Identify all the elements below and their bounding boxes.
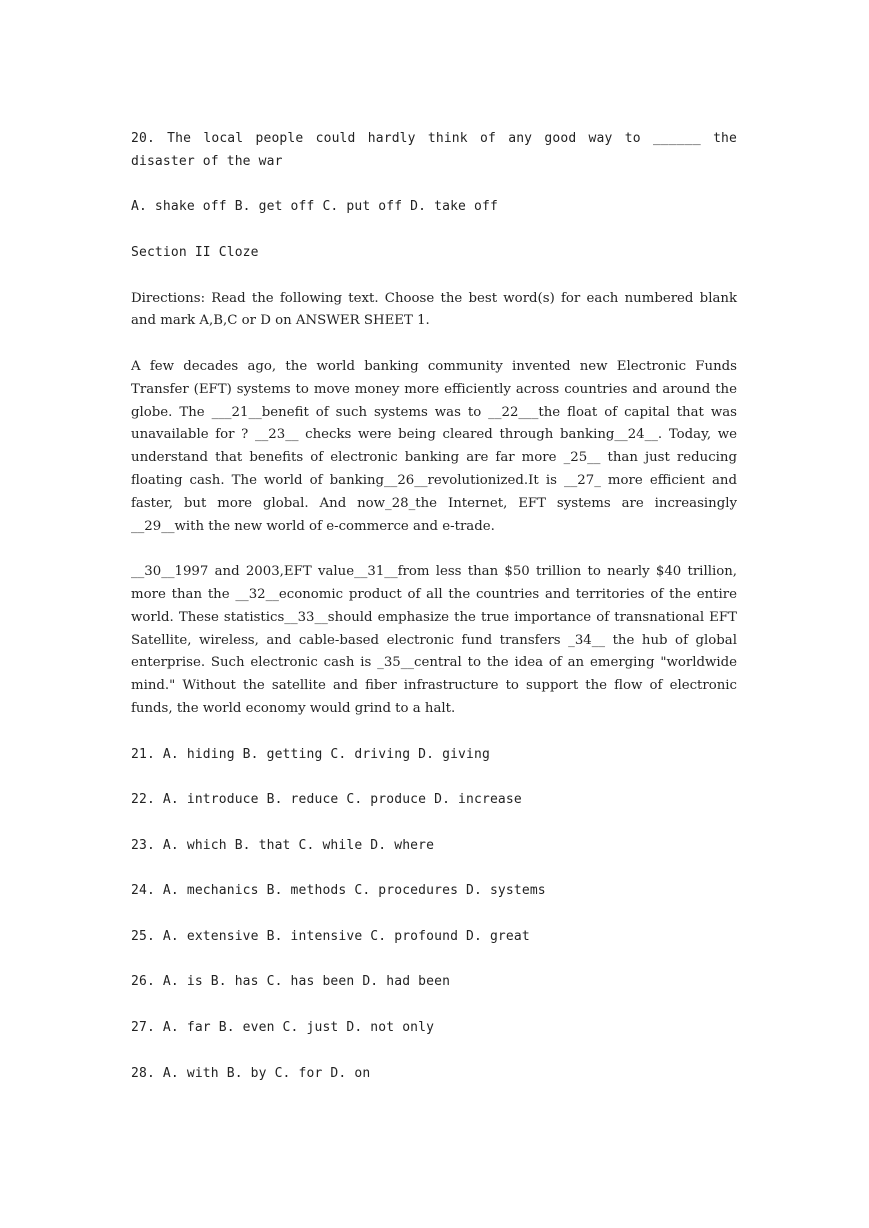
- answer-option-27: 27. A. far B. even C. just D. not only: [131, 1020, 435, 1036]
- question-20-stem: 20. The local people could hardly think of any good way to ______ the disaster of the war: [131, 131, 737, 169]
- answer-option-28: 28. A. with B. by C. for D. on: [131, 1065, 371, 1081]
- section-title: Section II Cloze: [131, 244, 259, 260]
- passage-paragraph-1: A few decades ago, the world banking community invented new Electronic Funds Transfer (EFT) systems to move money more efficiently across countries and around the globe. The ___21__benefit of such systems was to __22___the float of capital that was unavailable for ? __23__ checks were being cleared through banking__24__. Today, we understand that benefits of electronic banking are far more _25__ than just reducing floating cash. The world of banking__26__revolutionized.It is __27_ more efficient and faster, but more global. And now_28_the Internet, EFT systems are increasingly __29__with the new world of e-commerce and e-trade.: [131, 358, 737, 534]
- section-directions: Directions: Read the following text. Choose the best word(s) for each numbered blank and mark A,B,C or D on ANSWER SHEET 1.: [131, 290, 737, 329]
- answer-option-25: 25. A. extensive B. intensive C. profound D. great: [131, 928, 530, 944]
- answer-option-24: 24. A. mechanics B. methods C. procedures D. systems: [131, 883, 546, 899]
- answer-option-22: 22. A. introduce B. reduce C. produce D. increase: [131, 792, 522, 808]
- answer-option-26: 26. A. is B. has C. has been D. had been: [131, 974, 451, 990]
- answer-option-21: 21. A. hiding B. getting C. driving D. giving: [131, 746, 490, 762]
- document-page: [131, 128, 737, 1108]
- answer-option-23: 23. A. which B. that C. while D. where: [131, 837, 435, 853]
- question-20-options: A. shake off B. get off C. put off D. take off: [131, 199, 498, 215]
- passage-paragraph-2: __30__1997 and 2003,EFT value__31__from less than $50 trillion to nearly $40 trillion, more than the __32__economic product of all the countries and territories of the entire world. These statistics__33__should emphasize the true importance of transnational EFT Satellite, wireless, and cable-based electronic fund transfers _34__ the hub of global enterprise. Such electronic cash is _35__central to the idea of an emerging "worldwide mind." Without the satellite and fiber infrastructure to support the flow of electronic funds, the world economy would grind to a halt.: [131, 564, 737, 716]
